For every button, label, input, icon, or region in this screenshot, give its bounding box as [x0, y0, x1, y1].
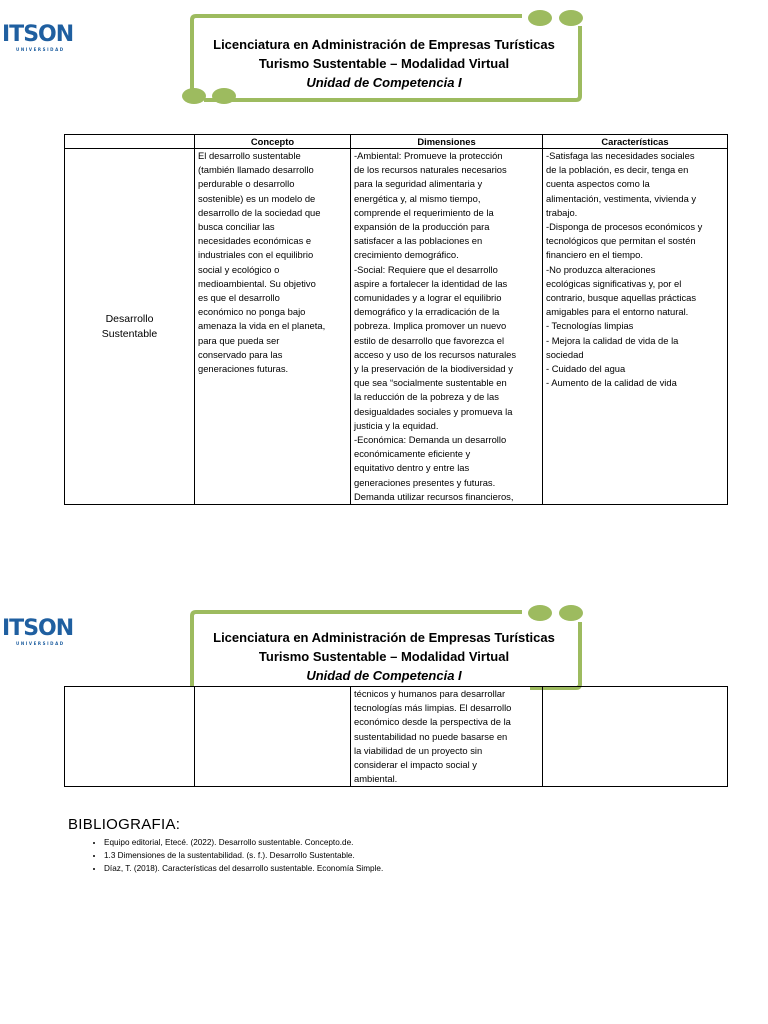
dimension-line: equitativo dentro y entre las: [354, 462, 470, 474]
concept-line: generaciones futuras.: [198, 363, 289, 375]
characteristic-line: alimentación, vestimenta, vivienda y: [546, 192, 697, 204]
table-row: [65, 149, 728, 505]
characteristic-line: trabajo.: [546, 206, 578, 218]
characteristic-line: de la población, es decir, tenga en: [546, 164, 689, 176]
dimension-line: -Social: Requiere que el desarrollo: [354, 263, 498, 275]
dimension-line: generaciones presentes y futuras.: [354, 476, 496, 488]
characteristic-line: amigables para el entorno natural.: [546, 306, 689, 318]
dimension-cell: [351, 149, 543, 505]
dimension-line: -Ambiental: Promueve la protección: [354, 150, 503, 161]
row-label-text: Desarrollo Sustentable: [101, 312, 158, 340]
header-text: [184, 35, 584, 92]
bibliography-list: [88, 836, 383, 875]
dimension-line: técnicos y humanos para desarrollar: [354, 688, 506, 699]
dimension-line: y la preservación de la biodiversidad y: [354, 363, 513, 375]
header-line-1: Licenciatura en Administración de Empresas Turísticas: [213, 37, 555, 52]
concept-line: es que el desarrollo: [198, 292, 280, 304]
concept-table: [64, 134, 728, 505]
dimension-line: -Económica: Demanda un desarrollo: [354, 434, 507, 446]
header-line-3: Unidad de Competencia I: [306, 75, 462, 90]
characteristic-line: - Aumento de la calidad de vida: [546, 377, 677, 389]
dimension-line: energética y, al mismo tiempo,: [354, 192, 481, 204]
table-header-row: [65, 135, 728, 149]
characteristic-cell-empty: [543, 687, 728, 787]
dimension-line: comprende el requerimiento de la: [354, 206, 494, 218]
dimension-line: para la seguridad alimentaria y: [354, 178, 483, 190]
characteristic-line: financiero en el tiempo.: [546, 249, 643, 261]
characteristic-line: - Cuidado del agua: [546, 363, 626, 375]
characteristic-line: sociedad: [546, 348, 584, 360]
dimension-line: estilo de desarrollo que favorezca el: [354, 334, 505, 346]
dimension-line: comunidades y a lograr el equilibrio: [354, 292, 502, 304]
concept-line: desarrollo de la sociedad que: [198, 206, 321, 218]
itson-logo: [2, 24, 73, 52]
dimension-line: aspire a fortalecer la identidad de las: [354, 277, 508, 289]
concept-table-continued: [64, 686, 728, 787]
concept-line: medioambiental. Su objetivo: [198, 277, 316, 289]
characteristic-line: - Mejora la calidad de vida de la: [546, 334, 679, 346]
concept-line: social y ecológico o: [198, 263, 280, 275]
header-line-2: Turismo Sustentable – Modalidad Virtual: [258, 56, 510, 71]
dimension-cell: [351, 687, 543, 787]
dimension-line: de los recursos naturales necesarios: [354, 164, 507, 176]
characteristic-line: - Tecnologías limpias: [546, 320, 634, 332]
dimension-line: Demanda utilizar recursos financieros,: [354, 490, 514, 502]
logo-word: ITSON: [2, 22, 74, 47]
concept-line: sostenible) es un modelo de: [198, 192, 316, 204]
characteristic-cell: [543, 149, 728, 505]
header-dimensiones: Dimensiones: [351, 135, 543, 149]
logo-word: ITSON: [2, 616, 74, 641]
dimension-line: que sea “socialmente sustentable en: [354, 377, 507, 389]
header-concepto: Concepto: [195, 135, 351, 149]
header-line-3: Unidad de Competencia I: [306, 668, 462, 683]
characteristic-line: cuenta aspectos como la: [546, 178, 650, 190]
dimension-line: la reducción de la pobreza y de las: [354, 391, 499, 403]
row-label-empty: [65, 687, 195, 787]
dimension-line: expansión de la producción para: [354, 221, 490, 233]
dimension-line: sustentabilidad no puede basarse en: [354, 730, 508, 742]
table-row: [65, 687, 728, 787]
concept-line: perdurable o desarrollo: [198, 178, 295, 190]
characteristic-line: -Disponga de procesos económicos y: [546, 221, 703, 233]
dimension-line: tecnologías más limpias. El desarrollo: [354, 702, 512, 714]
characteristic-line: -No produzca alteraciones: [546, 263, 656, 275]
bibliography-item: • Díaz, T. (2018). Características del desarrollo sustentable. Economía Simple.: [104, 862, 383, 875]
concept-line: industriales con el equilibrio: [198, 249, 314, 261]
dimension-line: la viabilidad de un proyecto sin: [354, 744, 483, 756]
dimension-line: ambiental.: [354, 773, 398, 785]
characteristic-line: tecnológicos que permitan el sostén: [546, 235, 696, 247]
dimension-line: económicamente eficiente y: [354, 448, 471, 460]
concept-line: necesidades económicas e: [198, 235, 312, 247]
logo-subtitle: UNIVERSIDAD: [16, 641, 65, 646]
dimension-line: crecimiento demográfico.: [354, 249, 459, 261]
concept-line: conservado para las: [198, 348, 283, 360]
concept-line: amenaza la vida en el planeta,: [198, 320, 326, 332]
header-empty: [65, 135, 195, 149]
characteristic-line: -Satisfaga las necesidades sociales: [546, 150, 695, 161]
concept-line: El desarrollo sustentable: [198, 150, 301, 161]
concept-cell: [195, 149, 351, 505]
dimension-line: demográfico y la erradicación de la: [354, 306, 500, 318]
logo-subtitle: UNIVERSIDAD: [16, 47, 65, 52]
characteristic-line: contrario, busque aquellas prácticas: [546, 292, 697, 304]
dimension-line: acceso y uso de los recursos naturales: [354, 348, 517, 360]
bibliography-item: • Equipo editorial, Etecé. (2022). Desarrollo sustentable. Concepto.de.: [104, 836, 383, 849]
header-text-page2: [184, 628, 584, 685]
dimension-line: satisfacer a las poblaciones en: [354, 235, 483, 247]
row-label: [65, 149, 195, 505]
itson-logo-page2: [2, 618, 73, 646]
header-line-2: Turismo Sustentable – Modalidad Virtual: [258, 649, 510, 664]
concept-line: económico no ponga bajo: [198, 306, 306, 318]
dimension-line: desigualdades sociales y promueva la: [354, 405, 513, 417]
dimension-line: considerar el impacto social y: [354, 759, 477, 771]
concept-line: (también llamado desarrollo: [198, 164, 314, 176]
dimension-line: pobreza. Implica promover un nuevo: [354, 320, 507, 332]
concept-line: para que pueda ser: [198, 334, 280, 346]
dimension-line: económico desde la perspectiva de la: [354, 716, 511, 728]
header-line-1: Licenciatura en Administración de Empresas Turísticas: [213, 630, 555, 645]
characteristic-line: ecológicas significativas y, por el: [546, 277, 682, 289]
concept-line: busca conciliar las: [198, 221, 275, 233]
dimension-line: justicia y la equidad.: [354, 419, 439, 431]
header-caracteristicas: Características: [543, 135, 728, 149]
concept-cell-empty: [195, 687, 351, 787]
bibliography-title: BIBLIOGRAFIA:: [68, 816, 181, 833]
bibliography-item: • 1.3 Dimensiones de la sustentabilidad. (s. f.). Desarrollo Sustentable.: [104, 849, 383, 862]
